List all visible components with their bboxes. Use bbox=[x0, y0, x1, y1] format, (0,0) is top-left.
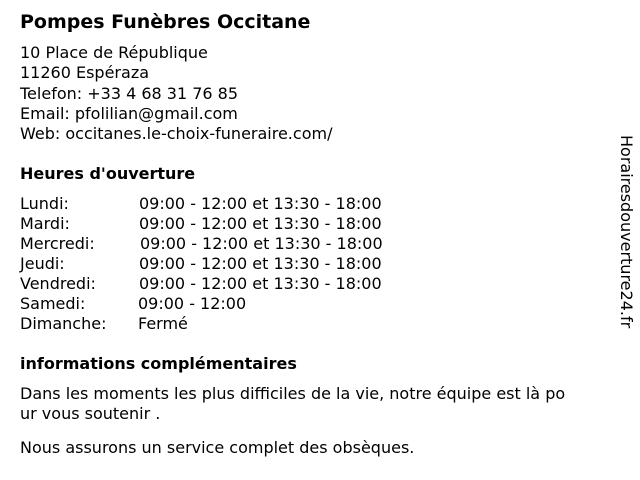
hours-heading: Heures d'ouverture bbox=[20, 164, 196, 183]
business-name: Pompes Funèbres Occitane bbox=[20, 11, 311, 33]
watermark bbox=[615, 135, 637, 370]
day-label: Mercredi: bbox=[20, 234, 95, 253]
web-line: Web: occitanes.le-choix-funeraire.com/ bbox=[20, 124, 333, 143]
phone-line: Telefon: +33 4 68 31 76 85 bbox=[20, 84, 239, 103]
info-paragraph-1-line-1: Dans les moments les plus difficiles de la vie, notre équipe est là po bbox=[20, 384, 566, 403]
day-hours: 09:00 - 12:00 et 13:30 - 18:00 bbox=[139, 214, 382, 233]
hours-row-mercredi bbox=[20, 234, 620, 254]
day-label: Dimanche: bbox=[20, 314, 107, 333]
day-label: Vendredi: bbox=[20, 274, 96, 293]
info-paragraph-2: Nous assurons un service complet des obsèques. bbox=[20, 438, 415, 457]
email-line: Email: pfolilian@gmail.com bbox=[20, 104, 238, 123]
hours-row-mardi bbox=[20, 214, 620, 234]
day-hours: 09:00 - 12:00 bbox=[138, 294, 247, 313]
info-heading: informations complémentaires bbox=[20, 354, 297, 373]
day-hours: 09:00 - 12:00 et 13:30 - 18:00 bbox=[140, 234, 383, 253]
day-label: Lundi: bbox=[20, 194, 69, 213]
day-hours: 09:00 - 12:00 et 13:30 - 18:00 bbox=[139, 254, 382, 273]
hours-row-samedi bbox=[20, 294, 620, 314]
hours-row-dimanche bbox=[20, 314, 620, 334]
watermark-text: Horairesdouverture24.fr bbox=[617, 135, 636, 329]
day-label: Samedi: bbox=[20, 294, 86, 313]
hours-row-lundi bbox=[20, 194, 620, 214]
info-paragraph-1-line-2: ur vous soutenir . bbox=[20, 404, 161, 423]
hours-row-vendredi bbox=[20, 274, 620, 294]
day-hours: Fermé bbox=[138, 314, 188, 333]
day-label: Jeudi: bbox=[20, 254, 65, 273]
day-hours: 09:00 - 12:00 et 13:30 - 18:00 bbox=[139, 274, 382, 293]
address-line-1: 10 Place de République bbox=[20, 43, 208, 62]
day-hours: 09:00 - 12:00 et 13:30 - 18:00 bbox=[139, 194, 382, 213]
day-label: Mardi: bbox=[20, 214, 70, 233]
hours-row-jeudi bbox=[20, 254, 620, 274]
address-line-2: 11260 Espéraza bbox=[20, 63, 150, 82]
